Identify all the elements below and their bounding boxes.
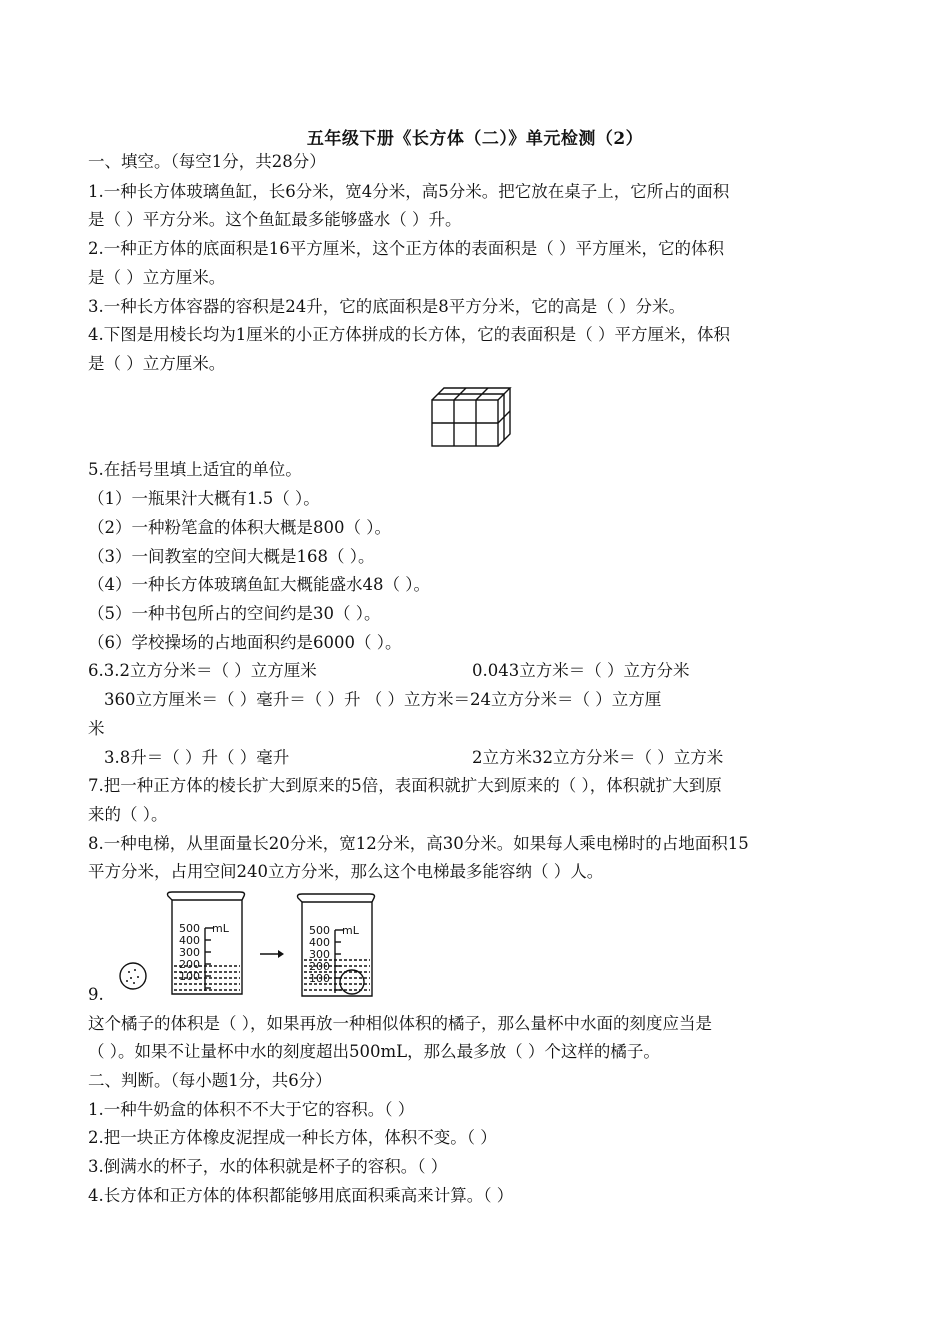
question-2-line-2: 是（ ）立方厘米。 xyxy=(88,268,226,287)
question-9-line-1: 这个橘子的体积是（ ），如果再放一种相似体积的橘子，那么量杯中水面的刻度应当是 xyxy=(88,1014,712,1033)
judge-item-3: 3.倒满水的杯子，水的体积就是杯子的容积。（ ） xyxy=(88,1157,448,1176)
question-5: 5.在括号里填上适宜的单位。 xyxy=(88,460,302,479)
beaker-illustration xyxy=(112,888,382,1000)
question-6-row-3-right: 2立方米32立方分米＝（ ）立方米 xyxy=(472,748,724,767)
question-1-line-2: 是（ ）平方分米。这个鱼缸最多能够盛水（ ）升。 xyxy=(88,210,462,229)
question-6-row-1-right: 0.043立方米＝（ ）立方分米 xyxy=(472,661,690,680)
question-4-line-1: 4.下图是用棱长均为1厘米的小正方体拼成的长方体，它的表面积是（ ）平方厘米，体积 xyxy=(88,325,730,344)
question-6-row-2-wrap: 米 xyxy=(88,719,105,738)
arrow-right-icon xyxy=(260,950,284,958)
section-heading-judge: 二、判断。（每小题1分，共6分） xyxy=(88,1071,332,1090)
page-title: 五年级下册《长方体（二）》单元检测（2） xyxy=(306,129,644,149)
beaker-right-unit: mL xyxy=(342,924,359,937)
judge-item-4: 4.长方体和正方体的体积都能够用底面积乘高来计算。（ ） xyxy=(88,1186,514,1205)
question-5-item-5: （5）一种书包所占的空间约是30（ ）。 xyxy=(88,604,381,623)
beaker-left-tick-200: 200 xyxy=(179,958,200,971)
question-9-line-2: （ ）。如果不让量杯中水的刻度超出500mL，那么最多放（ ）个这样的橘子。 xyxy=(88,1042,660,1061)
question-6-row-3-left: 3.8升＝（ ）升（ ）毫升 xyxy=(104,748,290,767)
question-1-line-1: 1.一种长方体玻璃鱼缸，长6分米，宽4分米，高5分米。把它放在桌子上，它所占的面积 xyxy=(88,182,730,201)
question-5-item-3: （3）一间教室的空间大概是168（ ）。 xyxy=(88,547,375,566)
question-4-line-2: 是（ ）立方厘米。 xyxy=(88,354,226,373)
question-5-item-4: （4）一种长方体玻璃鱼缸大概能盛水48（ ）。 xyxy=(88,575,430,594)
section-heading-fill-in: 一、填空。（每空1分，共28分） xyxy=(88,152,326,171)
question-3: 3.一种长方体容器的容积是24升，它的底面积是8平方分米，它的高是（ ）分米。 xyxy=(88,297,685,316)
beaker-right-tick-500: 500 xyxy=(309,924,330,937)
judge-item-2: 2.把一块正方体橡皮泥捏成一种长方体，体积不变。（ ） xyxy=(88,1128,497,1147)
beaker-left-tick-400: 400 xyxy=(179,934,200,947)
orange-icon xyxy=(120,963,146,989)
question-8-line-2: 平方分米，占用空间240立方分米，那么这个电梯最多能容纳（ ）人。 xyxy=(88,862,604,881)
beaker-right-tick-100: 100 xyxy=(309,972,330,985)
question-9-number: 9. xyxy=(88,985,104,1004)
question-2-line-1: 2.一种正方体的底面积是16平方厘米，这个正方体的表面积是（ ）平方厘米，它的体积 xyxy=(88,239,724,258)
beaker-left-tick-500: 500 xyxy=(179,922,200,935)
beaker-left-tick-100: 100 xyxy=(179,970,200,983)
question-7-line-1: 7.把一种正方体的棱长扩大到原来的5倍，表面积就扩大到原来的（ ），体积就扩大到原 xyxy=(88,776,722,795)
beaker-right-tick-200: 200 xyxy=(309,960,330,973)
question-5-item-2: （2）一种粉笔盒的体积大概是800（ ）。 xyxy=(88,518,391,537)
beaker-left-unit: mL xyxy=(212,922,229,935)
question-5-item-6: （6）学校操场的占地面积约是6000（ ）。 xyxy=(88,633,402,652)
beaker-left-tick-300: 300 xyxy=(179,946,200,959)
question-8-line-1: 8.一种电梯，从里面量长20分米，宽12分米，高30分米。如果每人乘电梯时的占地面积15 xyxy=(88,834,749,853)
question-5-item-1: （1）一瓶果汁大概有1.5（ ）。 xyxy=(88,489,320,508)
question-7-line-2: 来的（ ）。 xyxy=(88,805,168,824)
question-6-row-1-left: 6.3.2立方分米＝（ ）立方厘米 xyxy=(88,661,317,680)
judge-item-1: 1.一种牛奶盒的体积不不大于它的容积。（ ） xyxy=(88,1100,415,1119)
question-6-row-2: 360立方厘米＝（ ）毫升＝（ ）升 （ ）立方米＝24立方分米＝（ ）立方厘 xyxy=(104,690,662,709)
beaker-right-tick-400: 400 xyxy=(309,936,330,949)
cuboid-figure xyxy=(428,384,514,450)
beaker-right-tick-300: 300 xyxy=(309,948,330,961)
